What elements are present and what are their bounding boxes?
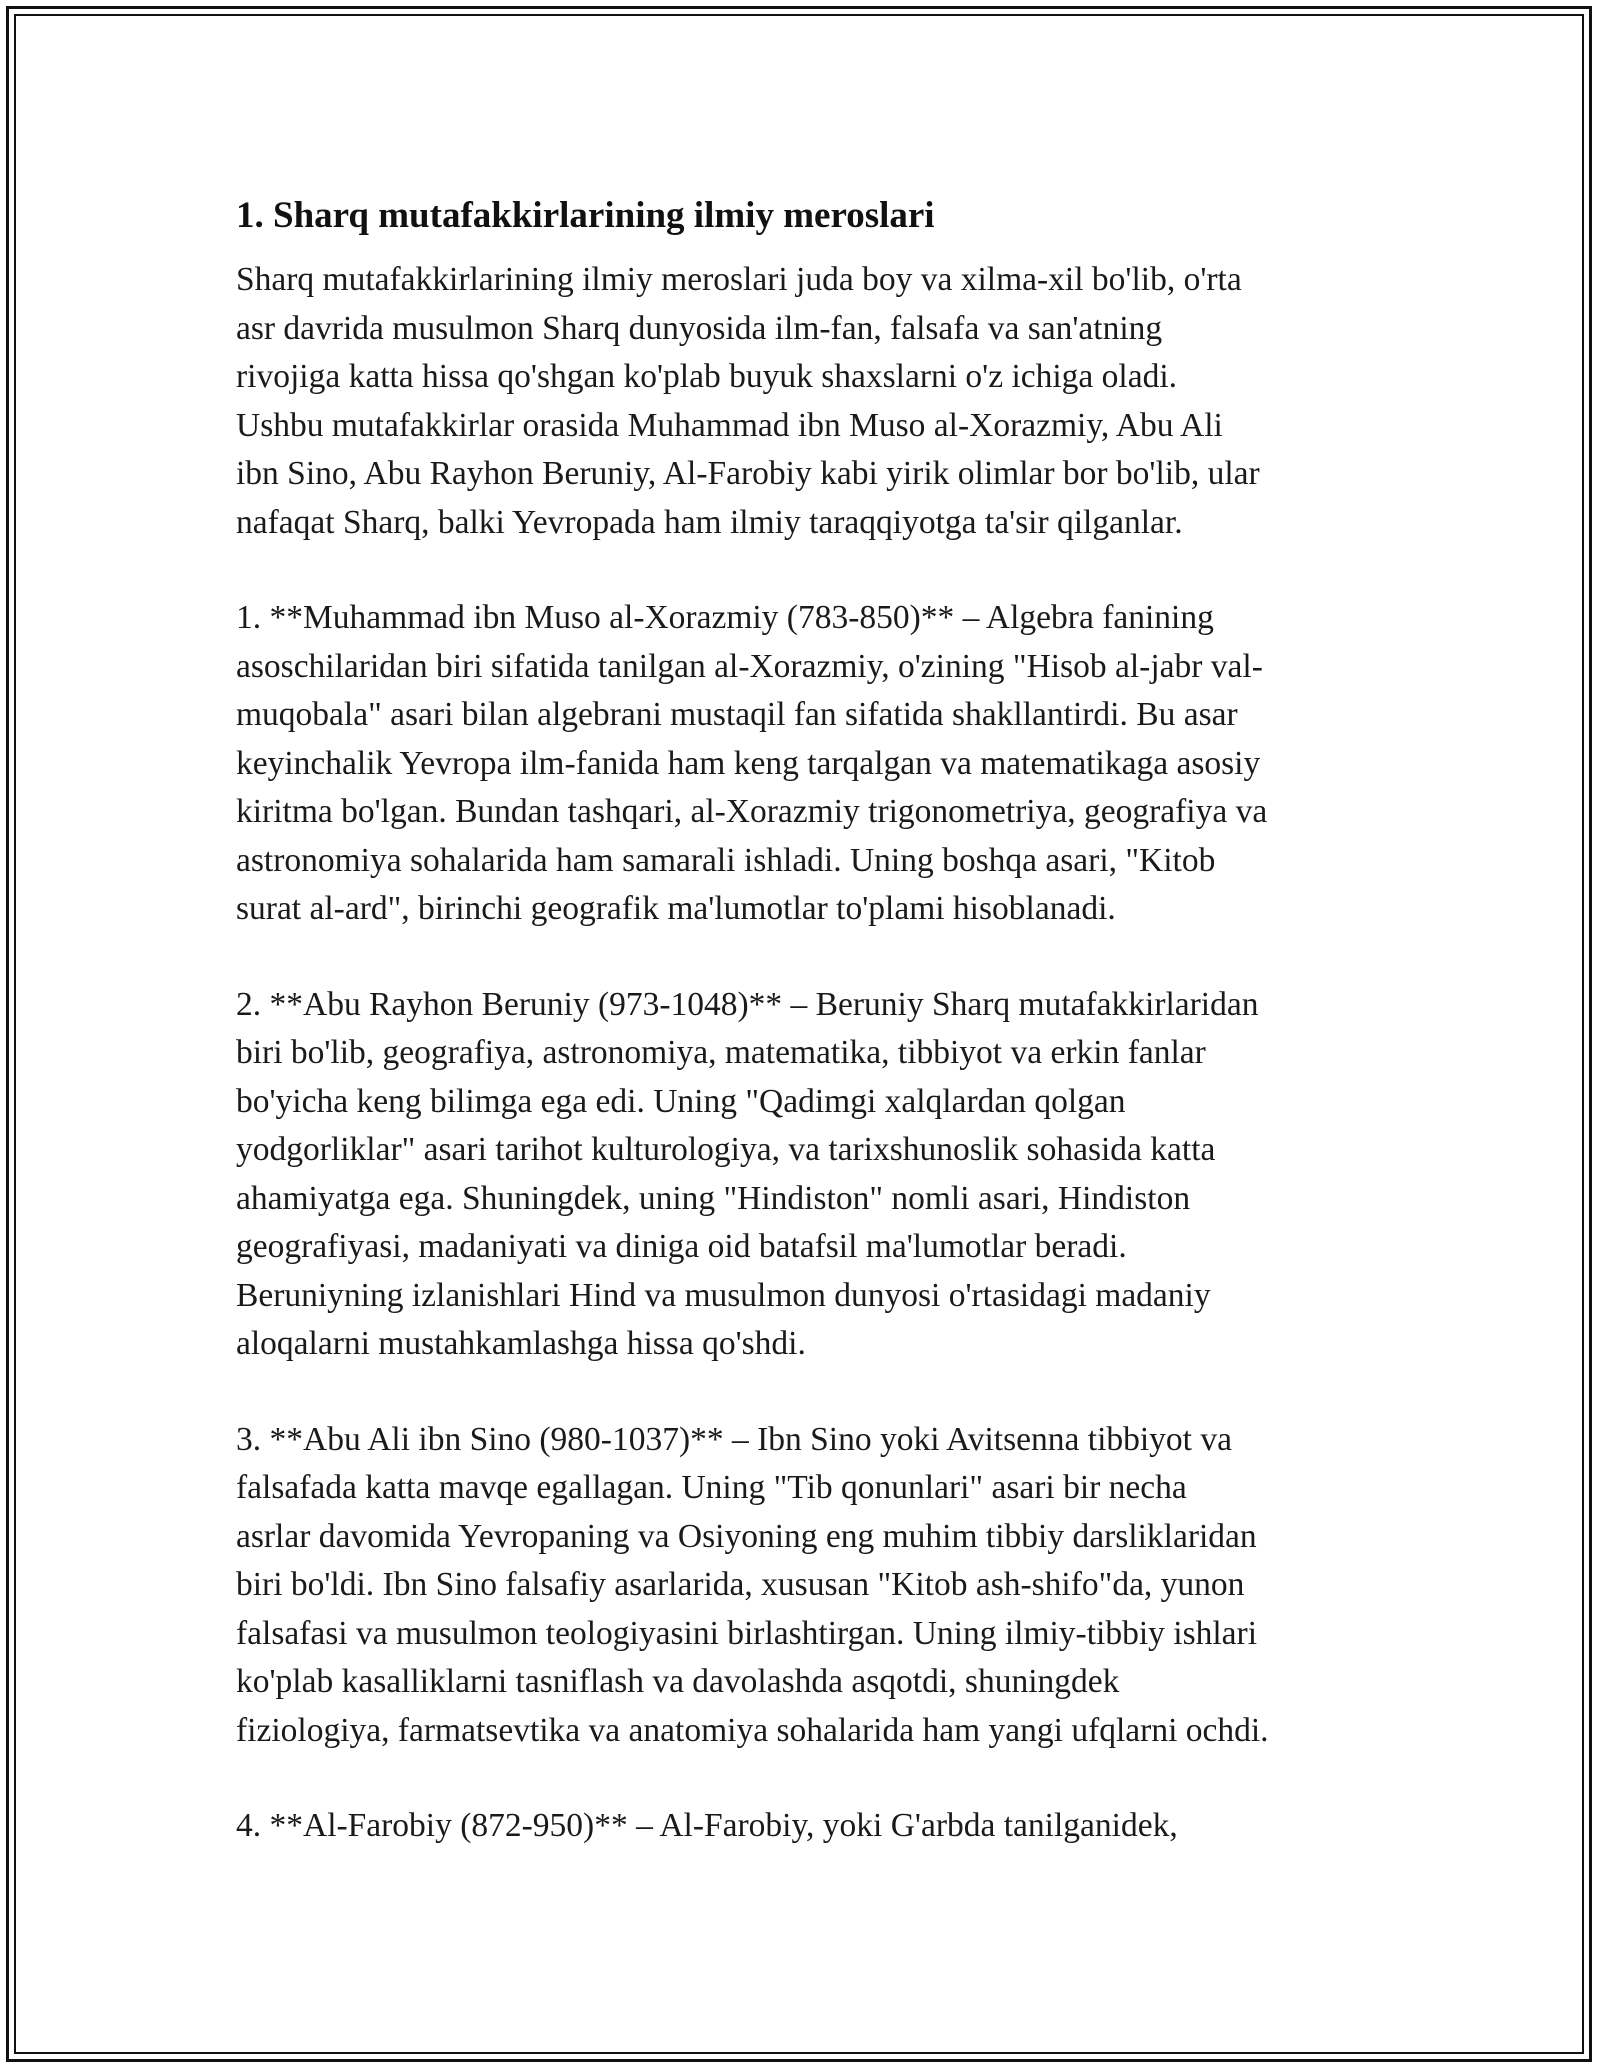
paragraph-ibn-sino: 3. **Abu Ali ibn Sino (980-1037)** – Ibn Sino yoki Avitsenna tibbiyot va falsafada katta mavqe egallagan. Uning "Tib qonunlari" asari bir necha asrlar davomida Yevropaning va Osiyoning eng muhim tibbiy darsliklaridan biri bo'ldi. Ibn Sino falsafiy asarlarida, xususan "Kitob ash-shifo"da, yunon falsafasi va musulmon teologiyasini birlashtirgan. Uning ilmiy-tibbiy ishlari ko'plab kasalliklarni tasniflash va davolashda asqotdi, shuningdek fiziologiya, farmatsevtika va anatomiya sohalarida ham yangi ufqlarni ochdi. <box>236 1420 1269 1749</box>
paragraph-al-xorazmiy: 1. **Muhammad ibn Muso al-Xorazmiy (783-850)** – Algebra fanining asoschilaridan biri sifatida tanilgan al-Xorazmiy, o'zining "Hisob al-jabr val- muqobala" asari bilan algebrani mustaqil fan sifatida shakllantirdi. Bu asar keyinchalik Yevropa ilm-fanida ham keng tarqalgan va matematikaga asosiy kiritma bo'lgan. Bundan tashqari, al-Xorazmiy trigonometriya, geografiya va astronomiya sohalarida ham samarali ishladi. Uning boshqa asari, "Kitob surat al-ard", birinchi geografik ma'lumotlar to'plami hisoblanadi. <box>236 599 1268 927</box>
paragraph-al-farobiy: 4. **Al-Farobiy (872-950)** – Al-Farobiy, yoki G'arbda tanilganidek, <box>236 1807 1178 1844</box>
paragraph-beruniy: 2. **Abu Rayhon Beruniy (973-1048)** – Beruniy Sharq mutafakkirlaridan biri bo'lib, geografiya, astronomiya, matematika, tibbiyot va erkin fanlar bo'yicha keng bilimga ega edi. Uning "Qadimgi xalqlardan qolgan yodgorliklar" asari tarihot kulturologiya, va tarixshunoslik sohasida katta ahamiyatga ega. Shuningdek, uning "Hindiston" nomli asari, Hindiston geografiyasi, madaniyati va diniga oid batafsil ma'lumotlar beradi. Beruniyning izlanishlari Hind va musulmon dunyosi o'rtasidagi madaniy aloqalarni mustahkamlashga hissa qo'shdi. <box>236 985 1259 1362</box>
intro-paragraph: Sharq mutafakkirlarining ilmiy meroslari juda boy va xilma-xil bo'lib, o'rta asr davrida musulmon Sharq dunyosida ilm-fan, falsafa va san'atning rivojiga katta hissa qo'shgan ko'plab buyuk shaxslarni o'z ichiga oladi. Ushbu mutafakkirlar orasida Muhammad ibn Muso al-Xorazmiy, Abu Ali ibn Sino, Abu Rayhon Beruniy, Al-Farobiy kabi yirik olimlar bor bo'lib, ular nafaqat Sharq, balki Yevropada ham ilmiy taraqqiyotga ta'sir qilganlar. <box>236 261 1260 541</box>
section-heading: 1. Sharq mutafakkirlarining ilmiy meroslari <box>236 195 935 236</box>
document-body <box>236 186 1376 1851</box>
